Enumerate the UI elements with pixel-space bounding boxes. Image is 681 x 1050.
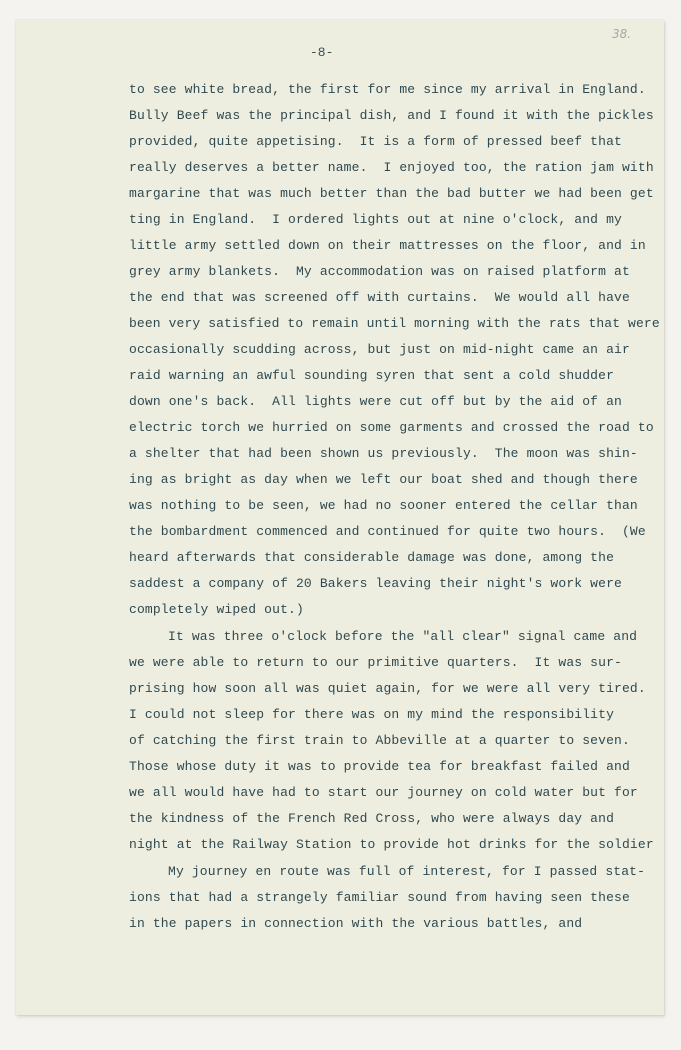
text-line: raid warning an awful sounding syren that sent a cold shudder [129,368,615,383]
text-line: ting in England. I ordered lights out at nine o'clock, and my [129,212,622,227]
page-number: -8- [310,45,334,60]
text-line: a shelter that had been shown us previously. The moon was shin- [129,446,638,461]
text-line: the bombardment commenced and continued for quite two hours. (We [129,524,646,539]
text-line: I could not sleep for there was on my mind the responsibility [129,707,615,722]
text-line: grey army blankets. My accommodation was on raised platform at [129,264,630,279]
text-line: electric torch we hurried on some garments and crossed the road to [129,420,654,435]
text-line: It was three o'clock before the "all clear" signal came and [168,629,638,644]
text-line: we were able to return to our primitive quarters. It was sur- [129,655,622,670]
text-line: night at the Railway Station to provide hot drinks for the soldier [129,837,654,852]
text-line: little army settled down on their mattresses on the floor, and in [129,238,646,253]
text-line: in the papers in connection with the various battles, and [129,916,583,931]
text-line: provided, quite appetising. It is a form of pressed beef that [129,134,622,149]
text-line: My journey en route was full of interest, for I passed stat- [168,864,646,879]
text-line: ions that had a strangely familiar sound from having seen these [129,890,630,905]
text-line: ing as bright as day when we left our boat shed and though there [129,472,638,487]
folio-number: 38. [612,27,632,41]
text-line: the end that was screened off with curtains. We would all have [129,290,630,305]
text-line: been very satisfied to remain until morning with the rats that were [129,316,660,331]
text-line: really deserves a better name. I enjoyed too, the ration jam with [129,160,654,175]
text-line: we all would have had to start our journey on cold water but for [129,785,638,800]
text-line: the kindness of the French Red Cross, who were always day and [129,811,615,826]
text-line: Those whose duty it was to provide tea for breakfast failed and [129,759,630,774]
text-line: down one's back. All lights were cut off but by the aid of an [129,394,622,409]
text-line: saddest a company of 20 Bakers leaving their night's work were [129,576,622,591]
text-line: prising how soon all was quiet again, for we were all very tired. [129,681,646,696]
text-line: occasionally scudding across, but just on mid-night came an air [129,342,630,357]
text-line: heard afterwards that considerable damage was done, among the [129,550,615,565]
text-line: Bully Beef was the principal dish, and I found it with the pickles [129,108,654,123]
text-line: completely wiped out.) [129,602,304,617]
text-line: was nothing to be seen, we had no sooner entered the cellar than [129,498,638,513]
text-line: to see white bread, the first for me since my arrival in England. [129,82,646,97]
text-line: margarine that was much better than the bad butter we had been get [129,186,654,201]
text-line: of catching the first train to Abbeville at a quarter to seven. [129,733,630,748]
